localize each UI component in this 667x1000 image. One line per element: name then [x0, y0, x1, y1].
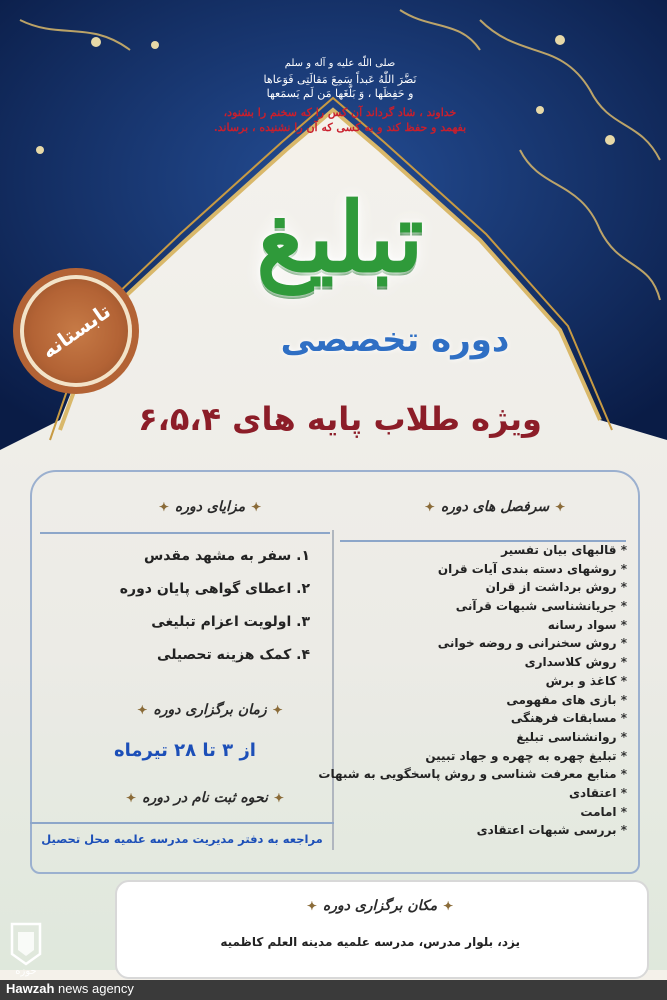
topic-item: * منابع معرفت شناسی و روش پاسخگویی به شبهات — [345, 765, 627, 784]
hadith-salutation: صلی اللّه علیه و آله و سلم — [284, 58, 396, 69]
topic-item: * کاغذ و برش — [345, 672, 627, 691]
registration-heading: ✦ نحوه ثبت نام در دوره ✦ — [90, 785, 320, 811]
topic-item: * بازی های مفهومی — [345, 691, 627, 710]
topic-item: * روش کلاسداری — [345, 653, 627, 672]
schedule-value: از ۳ تا ۲۸ تیرماه — [114, 740, 256, 761]
hawzah-logo-icon — [6, 920, 46, 978]
topic-item: * روش برداشت از قران — [345, 578, 627, 597]
hadith-translation-line-1: خداوند ، شاد گرداند آن کس را که سخنم را بشنود، — [223, 106, 457, 119]
agency-credit — [6, 981, 134, 996]
topic-item: * اعتقادی — [345, 784, 627, 803]
topic-item: * قالبهای بیان تفسیر — [345, 541, 627, 560]
hadith-block — [130, 58, 550, 134]
location-value: یزد، بلوار مدرس، مدرسه علمیه مدینه العلم کاظمیه — [220, 935, 520, 949]
topic-item: * تبلیغ چهره به چهره و جهاد تبیین — [345, 747, 627, 766]
benefits-rule — [40, 532, 330, 534]
topic-item: * مسابقات فرهنگی — [345, 709, 627, 728]
topics-heading: ✦ سرفصل های دوره ✦ — [390, 494, 600, 520]
location-heading: ✦ مکان برگزاری دوره ✦ — [255, 893, 505, 919]
topic-item: * روانشناسی تبلیغ — [345, 728, 627, 747]
summer-badge — [20, 275, 132, 387]
schedule-heading: ✦ زمان برگزاری دوره ✦ — [100, 697, 320, 723]
topic-item: * امامت — [345, 803, 627, 822]
benefits-heading: ✦ مزایای دوره ✦ — [100, 494, 320, 520]
registration-value: مراجعه به دفتر مدیریت مدرسه علمیه محل تحصیل — [41, 832, 323, 846]
topic-item: * روش سخنرانی و روضه خوانی — [345, 634, 627, 653]
hadith-arabic-line-1: نَضَّرَ اللّٰهُ عَبداً سَمِعَ مَقالَتِی فَوَعاها — [263, 73, 417, 86]
benefit-item: ۳. اولویت اعزام تبلیغی — [151, 614, 310, 630]
agency-name: Hawzah — [6, 981, 55, 996]
course-subtitle: دوره تخصصی — [280, 320, 510, 360]
benefit-item: ۱. سفر به مشهد مقدس — [143, 548, 310, 564]
agency-suffix: news agency — [54, 981, 134, 996]
topics-list — [318, 541, 627, 840]
registration-rule — [30, 822, 334, 824]
column-divider — [332, 530, 334, 850]
grades-line: ویژه طلاب پایه های ۶،۵،۴ — [138, 400, 542, 438]
topic-item: * بررسی شبهات اعتقادی — [345, 821, 627, 840]
benefit-item: ۲. اعطای گواهی پایان دوره — [119, 581, 310, 597]
topic-item: * روشهای دسته بندی آیات قران — [345, 560, 627, 579]
topic-item: * سواد رسانه — [345, 616, 627, 635]
topic-item: * جریانشناسی شبهات قرآنی — [345, 597, 627, 616]
logo-text: حوزه — [15, 966, 37, 977]
benefit-item: ۴. کمک هزینه تحصیلی — [157, 647, 310, 663]
benefits-list — [60, 540, 310, 672]
hadith-translation-line-2: بفهمد و حفظ کند و به کسی که آن را نشنیده ، برساند. — [213, 121, 467, 134]
main-title: تبلیغ — [256, 181, 424, 294]
hadith-arabic-line-2: و حَفِظَها ، وَ بَلَّغَها مَن لَم یَسمَعها — [266, 87, 414, 100]
badge-label: تابستانه — [37, 298, 115, 364]
